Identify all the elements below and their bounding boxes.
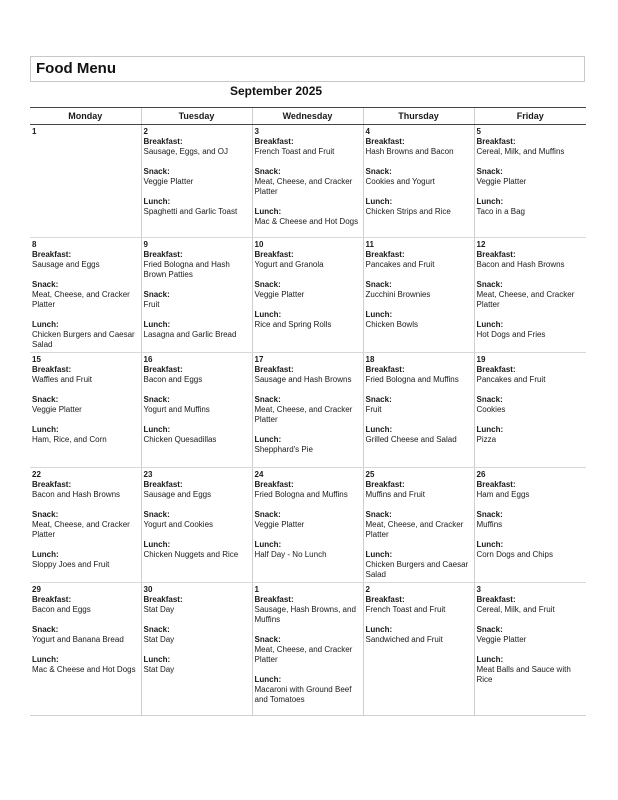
meal-label: Lunch: bbox=[143, 197, 171, 206]
meal-label: Breakfast: bbox=[143, 365, 183, 374]
weekday-header: Tuesday bbox=[141, 108, 252, 125]
meal-value: Muffins and Fruit bbox=[365, 490, 425, 499]
meal-entry bbox=[477, 320, 585, 340]
meal-value: Cereal, Milk, and Muffins bbox=[476, 147, 565, 156]
month-title: September 2025 bbox=[230, 84, 323, 98]
meal-label: Snack: bbox=[254, 167, 281, 176]
meal-label: Lunch: bbox=[143, 425, 171, 434]
meal-value: Stat Day bbox=[143, 665, 175, 674]
meal-label: Lunch: bbox=[365, 197, 393, 206]
meal-label: Snack: bbox=[143, 395, 170, 404]
day-cell bbox=[30, 353, 141, 468]
meal-entry bbox=[255, 365, 361, 385]
meal-label: Lunch: bbox=[254, 310, 282, 319]
day-cell bbox=[30, 125, 141, 238]
meal-value: Yogurt and Muffins bbox=[143, 405, 210, 414]
meal-value: Bacon and Eggs bbox=[143, 375, 203, 384]
day-cell bbox=[474, 238, 586, 353]
meal-value: Cereal, Milk, and Fruit bbox=[476, 605, 555, 614]
meal-label: Breakfast: bbox=[365, 595, 405, 604]
meal-entry bbox=[255, 167, 361, 197]
meal-entry bbox=[366, 365, 472, 385]
meal-label: Lunch: bbox=[476, 655, 504, 664]
week-row bbox=[30, 583, 586, 716]
meal-entry bbox=[477, 395, 585, 415]
meal-label: Lunch: bbox=[254, 540, 282, 549]
day-cell bbox=[30, 468, 141, 583]
meal-entry bbox=[255, 510, 361, 530]
meal-entry bbox=[144, 425, 250, 445]
meal-entry bbox=[366, 310, 472, 330]
meal-label: Lunch: bbox=[254, 207, 282, 216]
meal-entry bbox=[366, 595, 472, 615]
day-cell bbox=[474, 125, 586, 238]
meal-entry bbox=[255, 310, 361, 330]
meal-label: Snack: bbox=[365, 280, 392, 289]
meal-entry bbox=[255, 595, 361, 625]
meal-value: Veggie Platter bbox=[476, 177, 527, 186]
meal-value: Veggie Platter bbox=[254, 520, 305, 529]
meal-entry bbox=[477, 137, 585, 157]
meal-value: Half Day - No Lunch bbox=[254, 550, 327, 559]
meal-value: Meat, Cheese, and Cracker Platter bbox=[254, 177, 353, 196]
meal-label: Snack: bbox=[32, 510, 59, 519]
meal-entry bbox=[144, 480, 250, 500]
day-cell bbox=[141, 238, 252, 353]
meal-entry bbox=[366, 137, 472, 157]
meal-value: Rice and Spring Rolls bbox=[254, 320, 332, 329]
header-box bbox=[30, 56, 585, 82]
meal-entry bbox=[366, 395, 472, 415]
meal-label: Snack: bbox=[143, 290, 170, 299]
meal-value: Sloppy Joes and Fruit bbox=[32, 560, 110, 569]
meal-value: Cookies bbox=[476, 405, 506, 414]
meal-value: Sandwiched and Fruit bbox=[365, 635, 443, 644]
meal-entry bbox=[477, 625, 585, 645]
meal-value: Chicken Burgers and Caesar Salad bbox=[365, 560, 469, 579]
day-number: 9 bbox=[143, 240, 148, 249]
meal-entry bbox=[144, 595, 250, 615]
meal-label: Snack: bbox=[476, 280, 503, 289]
meal-entry bbox=[477, 280, 585, 310]
meal-entry bbox=[255, 250, 361, 270]
meal-label: Lunch: bbox=[254, 675, 282, 684]
meal-label: Snack: bbox=[143, 167, 170, 176]
meal-entry bbox=[366, 250, 472, 270]
week-row bbox=[30, 468, 586, 583]
day-cell bbox=[363, 238, 474, 353]
meal-value: Chicken Burgers and Caesar Salad bbox=[32, 330, 135, 349]
meal-entry bbox=[477, 365, 585, 385]
meal-label: Breakfast: bbox=[254, 480, 294, 489]
day-number: 2 bbox=[143, 127, 148, 136]
meal-label: Lunch: bbox=[476, 425, 504, 434]
weekday-header: Monday bbox=[30, 108, 141, 125]
day-cell bbox=[141, 353, 252, 468]
meal-label: Lunch: bbox=[365, 625, 393, 634]
meal-value: French Toast and Fruit bbox=[254, 147, 335, 156]
meal-label: Breakfast: bbox=[254, 250, 294, 259]
day-cell bbox=[474, 353, 586, 468]
meal-value: Meat, Cheese, and Cracker Platter bbox=[254, 645, 353, 664]
day-cell bbox=[30, 238, 141, 353]
meal-entry bbox=[477, 655, 585, 685]
meal-value: Meat, Cheese, and Cracker Platter bbox=[32, 290, 130, 309]
day-number: 10 bbox=[254, 240, 264, 249]
day-cell bbox=[363, 125, 474, 238]
meal-entry bbox=[144, 510, 250, 530]
meal-value: Taco in a Bag bbox=[476, 207, 525, 216]
meal-value: Zucchini Brownies bbox=[365, 290, 431, 299]
meal-value: Fruit bbox=[143, 300, 160, 309]
meal-entry bbox=[477, 540, 585, 560]
meal-entry bbox=[144, 290, 250, 310]
meal-label: Lunch: bbox=[143, 320, 171, 329]
meal-label: Snack: bbox=[254, 395, 281, 404]
day-number: 8 bbox=[32, 240, 37, 249]
day-number: 11 bbox=[365, 240, 374, 249]
meal-label: Breakfast: bbox=[254, 365, 294, 374]
meal-label: Breakfast: bbox=[365, 365, 405, 374]
meal-label: Lunch: bbox=[365, 310, 393, 319]
meal-entry bbox=[32, 550, 139, 570]
meal-entry bbox=[255, 540, 361, 560]
meal-entry bbox=[477, 480, 585, 500]
meal-label: Lunch: bbox=[365, 425, 393, 434]
meal-label: Snack: bbox=[143, 625, 170, 634]
meal-entry bbox=[144, 167, 250, 187]
meal-value: Meat, Cheese, and Cracker Platter bbox=[365, 520, 464, 539]
meal-entry bbox=[32, 655, 139, 675]
day-number: 30 bbox=[143, 585, 153, 594]
meal-label: Breakfast: bbox=[365, 137, 405, 146]
meal-label: Snack: bbox=[143, 510, 170, 519]
meal-value: Yogurt and Granola bbox=[254, 260, 324, 269]
meal-entry bbox=[144, 197, 250, 217]
meal-entry bbox=[32, 480, 139, 500]
meal-value: Ham, Rice, and Corn bbox=[32, 435, 107, 444]
meal-value: Sausage and Eggs bbox=[32, 260, 100, 269]
meal-label: Snack: bbox=[254, 510, 281, 519]
day-number: 5 bbox=[476, 127, 481, 136]
meal-entry bbox=[366, 625, 472, 645]
meal-label: Breakfast: bbox=[476, 250, 516, 259]
meal-value: Veggie Platter bbox=[254, 290, 305, 299]
meal-value: Yogurt and Banana Bread bbox=[32, 635, 124, 644]
meal-entry bbox=[144, 540, 250, 560]
meal-entry bbox=[32, 425, 139, 445]
page-title: Food Menu bbox=[36, 60, 116, 77]
meal-entry bbox=[32, 595, 139, 615]
day-number: 25 bbox=[365, 470, 375, 479]
meal-label: Snack: bbox=[476, 167, 503, 176]
day-cell bbox=[252, 125, 363, 238]
day-number: 26 bbox=[476, 470, 486, 479]
meal-value: Hash Browns and Bacon bbox=[365, 147, 454, 156]
meal-value: Sausage and Eggs bbox=[143, 490, 212, 499]
meal-label: Snack: bbox=[32, 625, 59, 634]
week-row bbox=[30, 353, 586, 468]
meal-entry bbox=[366, 425, 472, 445]
meal-label: Lunch: bbox=[143, 540, 171, 549]
meal-value: Shepphard's Pie bbox=[254, 445, 313, 454]
meal-value: Fried Bologna and Muffins bbox=[365, 375, 459, 384]
meal-value: French Toast and Fruit bbox=[365, 605, 446, 614]
meal-entry bbox=[255, 480, 361, 500]
meal-value: Chicken Quesadillas bbox=[143, 435, 217, 444]
meal-label: Lunch: bbox=[32, 425, 59, 434]
week-row bbox=[30, 125, 586, 238]
meal-label: Snack: bbox=[476, 625, 503, 634]
meal-value: Fruit bbox=[365, 405, 382, 414]
meal-entry bbox=[477, 167, 585, 187]
day-number: 1 bbox=[254, 585, 259, 594]
meal-label: Snack: bbox=[476, 395, 503, 404]
meal-value: Spaghetti and Garlic Toast bbox=[143, 207, 238, 216]
meal-entry bbox=[255, 280, 361, 300]
weekday-header-row bbox=[30, 108, 586, 125]
meal-value: Corn Dogs and Chips bbox=[476, 550, 553, 559]
meal-value: Chicken Bowls bbox=[365, 320, 418, 329]
meal-value: Meat, Cheese, and Cracker Platter bbox=[254, 405, 353, 424]
weekday-header: Wednesday bbox=[252, 108, 363, 125]
meal-entry bbox=[366, 510, 472, 540]
meal-label: Breakfast: bbox=[143, 137, 183, 146]
meal-value: Muffins bbox=[476, 520, 503, 529]
meal-value: Stat Day bbox=[143, 605, 175, 614]
day-number: 2 bbox=[365, 585, 370, 594]
day-cell bbox=[363, 353, 474, 468]
meal-label: Snack: bbox=[254, 280, 281, 289]
meal-label: Snack: bbox=[254, 635, 281, 644]
meal-entry bbox=[255, 137, 361, 157]
meal-value: Pancakes and Fruit bbox=[365, 260, 435, 269]
meal-entry bbox=[366, 550, 472, 580]
meal-entry bbox=[144, 137, 250, 157]
meal-value: Mac & Cheese and Hot Dogs bbox=[32, 665, 136, 674]
meal-label: Lunch: bbox=[365, 550, 393, 559]
meal-entry bbox=[144, 625, 250, 645]
meal-label: Lunch: bbox=[476, 197, 504, 206]
meal-label: Lunch: bbox=[143, 655, 171, 664]
meal-label: Lunch: bbox=[476, 540, 504, 549]
meal-entry bbox=[144, 395, 250, 415]
meal-entry bbox=[32, 365, 139, 385]
meal-value: Veggie Platter bbox=[476, 635, 527, 644]
meal-entry bbox=[32, 320, 139, 350]
meal-value: Yogurt and Cookies bbox=[143, 520, 214, 529]
day-cell bbox=[252, 353, 363, 468]
meal-entry bbox=[477, 425, 585, 445]
meal-value: Fried Bologna and Muffins bbox=[254, 490, 348, 499]
week-row bbox=[30, 238, 586, 353]
day-number: 18 bbox=[365, 355, 375, 364]
meal-entry bbox=[477, 197, 585, 217]
meal-entry bbox=[144, 655, 250, 675]
meal-value: Sausage, Eggs, and OJ bbox=[143, 147, 228, 156]
meal-label: Snack: bbox=[476, 510, 503, 519]
meal-label: Breakfast: bbox=[254, 595, 294, 604]
meal-value: Sausage, Hash Browns, and Muffins bbox=[254, 605, 356, 624]
meal-entry bbox=[255, 207, 361, 227]
meal-value: Chicken Nuggets and Rice bbox=[143, 550, 239, 559]
meal-entry bbox=[477, 595, 585, 615]
meal-value: Cookies and Yogurt bbox=[365, 177, 435, 186]
day-number: 22 bbox=[32, 470, 41, 479]
meal-label: Lunch: bbox=[254, 435, 282, 444]
meal-entry bbox=[366, 197, 472, 217]
day-number: 3 bbox=[254, 127, 259, 136]
menu-calendar bbox=[30, 107, 586, 716]
meal-entry bbox=[366, 480, 472, 500]
meal-label: Lunch: bbox=[32, 550, 59, 559]
meal-entry bbox=[366, 167, 472, 187]
meal-entry bbox=[255, 635, 361, 665]
day-cell bbox=[363, 468, 474, 583]
day-cell bbox=[252, 238, 363, 353]
meal-value: Chicken Strips and Rice bbox=[365, 207, 451, 216]
meal-value: Veggie Platter bbox=[32, 405, 82, 414]
meal-entry bbox=[32, 625, 139, 645]
day-cell bbox=[474, 468, 586, 583]
meal-label: Snack: bbox=[365, 395, 392, 404]
meal-label: Lunch: bbox=[32, 320, 59, 329]
day-number: 15 bbox=[32, 355, 41, 364]
meal-label: Breakfast: bbox=[143, 480, 183, 489]
day-cell bbox=[252, 583, 363, 716]
meal-value: Bacon and Hash Browns bbox=[476, 260, 565, 269]
meal-label: Snack: bbox=[32, 395, 59, 404]
meal-label: Breakfast: bbox=[32, 365, 72, 374]
meal-entry bbox=[32, 510, 139, 540]
meal-entry bbox=[477, 250, 585, 270]
meal-label: Breakfast: bbox=[32, 250, 72, 259]
meal-label: Breakfast: bbox=[476, 480, 516, 489]
meal-value: Meat, Cheese, and Cracker Platter bbox=[476, 290, 575, 309]
meal-value: Pancakes and Fruit bbox=[476, 375, 546, 384]
day-number: 16 bbox=[143, 355, 153, 364]
day-number: 3 bbox=[476, 585, 481, 594]
meal-entry bbox=[366, 280, 472, 300]
meal-entry bbox=[477, 510, 585, 530]
meal-entry bbox=[144, 365, 250, 385]
meal-label: Breakfast: bbox=[476, 365, 516, 374]
meal-entry bbox=[255, 395, 361, 425]
meal-entry bbox=[255, 675, 361, 705]
meal-value: Ham and Eggs bbox=[476, 490, 530, 499]
day-number: 4 bbox=[365, 127, 370, 136]
meal-value: Sausage and Hash Browns bbox=[254, 375, 352, 384]
meal-value: Pizza bbox=[476, 435, 497, 444]
meal-value: Fried Bologna and Hash Brown Patties bbox=[143, 260, 230, 279]
day-cell bbox=[30, 583, 141, 716]
day-cell bbox=[141, 468, 252, 583]
day-number: 24 bbox=[254, 470, 264, 479]
meal-label: Lunch: bbox=[32, 655, 59, 664]
meal-label: Breakfast: bbox=[365, 480, 405, 489]
meal-label: Breakfast: bbox=[32, 480, 72, 489]
day-cell bbox=[474, 583, 586, 716]
meal-value: Meat Balls and Sauce with Rice bbox=[476, 665, 571, 684]
meal-entry bbox=[32, 280, 139, 310]
day-cell bbox=[252, 468, 363, 583]
day-number: 1 bbox=[32, 127, 37, 136]
day-number: 12 bbox=[476, 240, 486, 249]
day-cell bbox=[363, 583, 474, 716]
day-number: 29 bbox=[32, 585, 41, 594]
weekday-header: Friday bbox=[474, 108, 586, 125]
meal-entry bbox=[255, 435, 361, 455]
meal-label: Breakfast: bbox=[143, 595, 183, 604]
meal-value: Lasagna and Garlic Bread bbox=[143, 330, 237, 339]
meal-label: Breakfast: bbox=[365, 250, 405, 259]
meal-label: Breakfast: bbox=[254, 137, 294, 146]
day-number: 17 bbox=[254, 355, 264, 364]
meal-value: Bacon and Hash Browns bbox=[32, 490, 121, 499]
day-cell bbox=[141, 125, 252, 238]
meal-label: Lunch: bbox=[476, 320, 504, 329]
meal-entry bbox=[32, 250, 139, 270]
meal-value: Mac & Cheese and Hot Dogs bbox=[254, 217, 359, 226]
meal-value: Macaroni with Ground Beef and Tomatoes bbox=[254, 685, 352, 704]
meal-value: Waffles and Fruit bbox=[32, 375, 93, 384]
meal-label: Breakfast: bbox=[476, 595, 516, 604]
meal-value: Hot Dogs and Fries bbox=[476, 330, 546, 339]
meal-label: Breakfast: bbox=[143, 250, 183, 259]
meal-label: Breakfast: bbox=[476, 137, 516, 146]
weekday-header: Thursday bbox=[363, 108, 474, 125]
meal-label: Snack: bbox=[365, 167, 392, 176]
meal-label: Snack: bbox=[32, 280, 59, 289]
meal-value: Stat Day bbox=[143, 635, 175, 644]
day-cell bbox=[141, 583, 252, 716]
meal-entry bbox=[144, 250, 250, 280]
meal-value: Meat, Cheese, and Cracker Platter bbox=[32, 520, 130, 539]
day-number: 23 bbox=[143, 470, 153, 479]
meal-entry bbox=[144, 320, 250, 340]
meal-value: Bacon and Eggs bbox=[32, 605, 91, 614]
meal-label: Snack: bbox=[365, 510, 392, 519]
meal-label: Breakfast: bbox=[32, 595, 72, 604]
day-number: 19 bbox=[476, 355, 486, 364]
meal-value: Veggie Platter bbox=[143, 177, 194, 186]
meal-value: Grilled Cheese and Salad bbox=[365, 435, 457, 444]
meal-entry bbox=[32, 395, 139, 415]
